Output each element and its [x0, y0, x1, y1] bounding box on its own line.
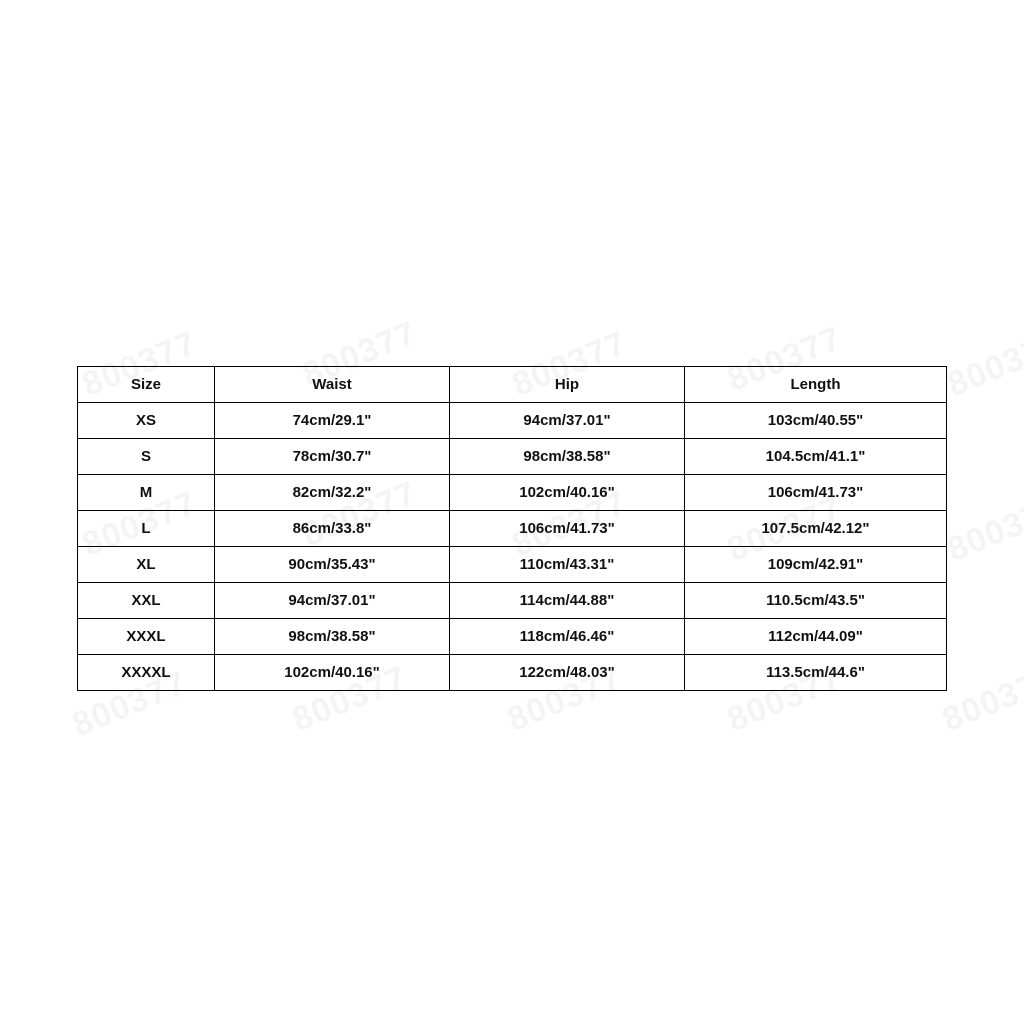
cell-waist: 86cm/33.8" [215, 511, 450, 547]
cell-waist: 94cm/37.01" [215, 583, 450, 619]
cell-hip: 94cm/37.01" [450, 403, 685, 439]
cell-size: L [78, 511, 215, 547]
cell-size: M [78, 475, 215, 511]
cell-size: XL [78, 547, 215, 583]
cell-size: S [78, 439, 215, 475]
table-row [78, 547, 947, 583]
cell-hip: 122cm/48.03" [450, 655, 685, 691]
cell-length: 107.5cm/42.12" [685, 511, 947, 547]
header-length: Length [685, 367, 947, 403]
watermark-text [942, 489, 1024, 570]
table-row [78, 583, 947, 619]
cell-length: 109cm/42.91" [685, 547, 947, 583]
table-row [78, 439, 947, 475]
size-chart-table [77, 366, 947, 691]
cell-length: 103cm/40.55" [685, 403, 947, 439]
cell-length: 113.5cm/44.6" [685, 655, 947, 691]
table-row [78, 655, 947, 691]
cell-hip: 110cm/43.31" [450, 547, 685, 583]
cell-waist: 98cm/38.58" [215, 619, 450, 655]
cell-size: XS [78, 403, 215, 439]
cell-waist: 90cm/35.43" [215, 547, 450, 583]
table-row [78, 511, 947, 547]
cell-size: XXXXL [78, 655, 215, 691]
cell-length: 104.5cm/41.1" [685, 439, 947, 475]
cell-length: 112cm/44.09" [685, 619, 947, 655]
watermark-text [942, 324, 1024, 405]
cell-hip: 118cm/46.46" [450, 619, 685, 655]
header-waist: Waist [215, 367, 450, 403]
cell-length: 110.5cm/43.5" [685, 583, 947, 619]
cell-hip: 98cm/38.58" [450, 439, 685, 475]
cell-hip: 102cm/40.16" [450, 475, 685, 511]
header-hip: Hip [450, 367, 685, 403]
cell-waist: 102cm/40.16" [215, 655, 450, 691]
table-header-row [78, 367, 947, 403]
cell-hip: 106cm/41.73" [450, 511, 685, 547]
cell-waist: 82cm/32.2" [215, 475, 450, 511]
cell-hip: 114cm/44.88" [450, 583, 685, 619]
watermark-text [937, 659, 1024, 740]
table-row [78, 619, 947, 655]
cell-length: 106cm/41.73" [685, 475, 947, 511]
cell-size: XXL [78, 583, 215, 619]
table-row [78, 475, 947, 511]
cell-size: XXXL [78, 619, 215, 655]
header-size: Size [78, 367, 215, 403]
cell-waist: 74cm/29.1" [215, 403, 450, 439]
table-row [78, 403, 947, 439]
cell-waist: 78cm/30.7" [215, 439, 450, 475]
